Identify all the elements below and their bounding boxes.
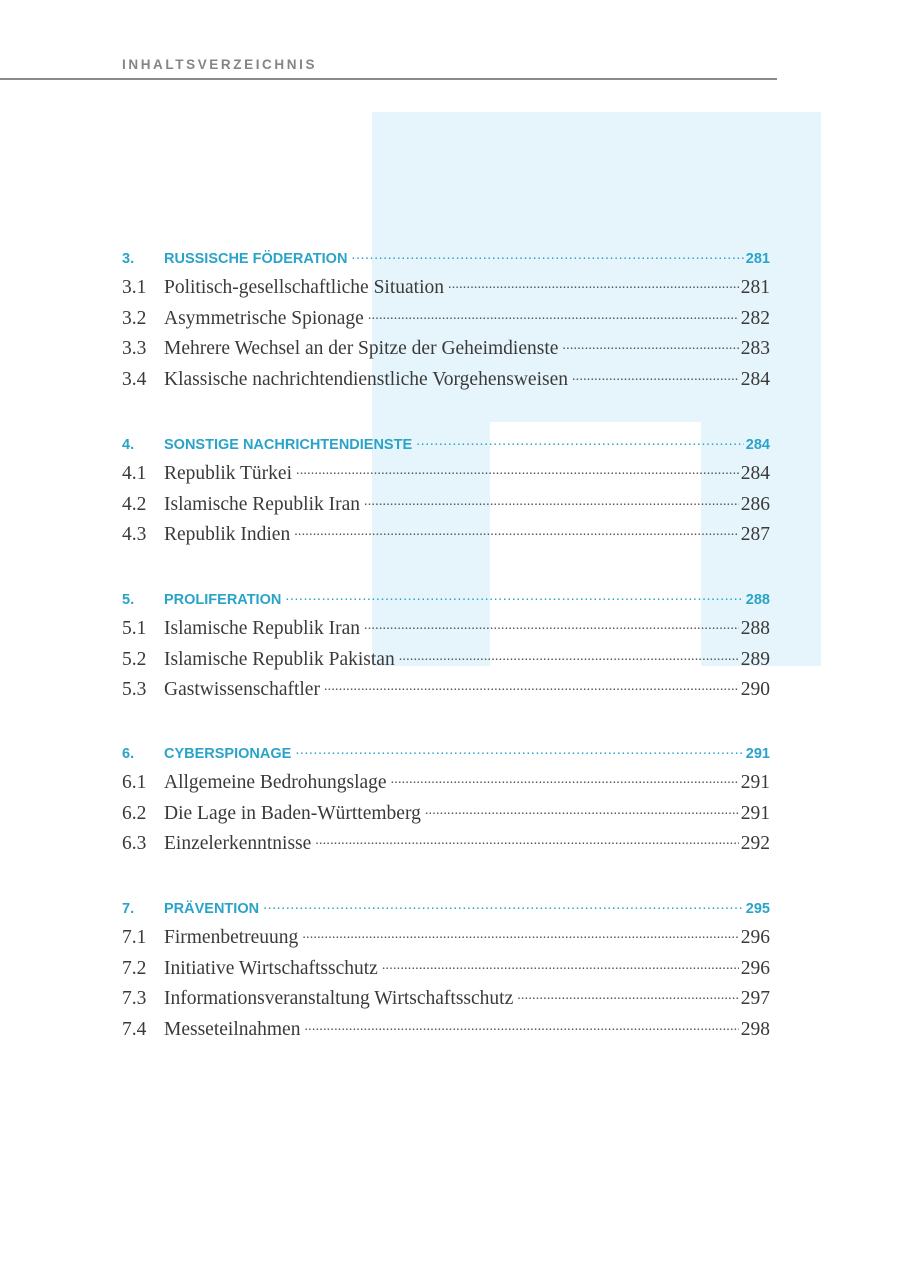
dot-leader <box>364 618 739 634</box>
entry-number: 5.1 <box>122 618 147 639</box>
dot-leader <box>324 679 739 695</box>
dot-leader <box>295 744 743 758</box>
entry-number: 7.1 <box>122 927 147 948</box>
page-header <box>0 0 777 80</box>
entry-number: 6.1 <box>122 772 147 793</box>
entry-page-number: 298 <box>740 1018 770 1040</box>
entry-number: 7.3 <box>122 988 147 1010</box>
entry-title: Die Lage in Baden-Württemberg <box>164 802 421 824</box>
entry-page-number: 283 <box>740 338 770 360</box>
section-title: PRÄVENTION <box>164 901 260 917</box>
entry-number: 5.3 <box>122 679 147 701</box>
section-page-number: 288 <box>745 592 770 608</box>
entry-title: Klassische nachrichtendienstliche Vorgehensweisen <box>164 368 568 390</box>
dot-leader <box>562 338 738 354</box>
entry-title: Mehrere Wechsel an der Spitze der Geheimdienste <box>164 338 559 360</box>
toc-section-heading[interactable] <box>122 744 770 772</box>
entry-page-number: 289 <box>740 648 770 670</box>
dot-leader <box>517 988 739 1004</box>
section-number: 4. <box>122 437 135 453</box>
dot-leader <box>302 927 738 943</box>
dot-leader <box>425 803 739 819</box>
entry-title: Initiative Wirtschaftsschutz <box>164 957 378 979</box>
toc-entry[interactable] <box>122 1019 770 1050</box>
section-page-number: 295 <box>745 901 770 917</box>
toc-section-heading[interactable] <box>122 249 770 277</box>
dot-leader <box>416 435 744 449</box>
section-number: 7. <box>122 901 135 917</box>
entry-title: Gastwissenschaftler <box>164 679 320 701</box>
toc-section-5 <box>122 590 770 710</box>
dot-leader <box>368 308 739 324</box>
dot-leader <box>285 590 743 604</box>
toc-section-7 <box>122 899 770 1049</box>
toc-entry[interactable] <box>122 958 770 989</box>
toc-entry[interactable] <box>122 927 770 958</box>
entry-title: Einzelerkenntnisse <box>164 833 312 855</box>
dot-leader <box>296 463 739 479</box>
section-title: CYBERSPIONAGE <box>164 746 292 762</box>
dot-leader <box>572 369 739 385</box>
entry-number: 4.1 <box>122 463 147 484</box>
entry-number: 3.4 <box>122 368 147 390</box>
toc-entry[interactable] <box>122 277 770 308</box>
entry-page-number: 287 <box>740 524 770 546</box>
toc-entry[interactable] <box>122 679 770 710</box>
entry-number: 6.2 <box>122 802 147 824</box>
dot-leader <box>304 1019 738 1035</box>
entry-number: 7.4 <box>122 1018 147 1040</box>
section-title: PROLIFERATION <box>164 592 282 608</box>
entry-title: Politisch-gesellschaftliche Situation <box>164 277 444 298</box>
entry-title: Allgemeine Bedrohungslage <box>164 772 387 793</box>
entry-number: 3.2 <box>122 307 147 329</box>
dot-leader <box>399 649 739 665</box>
section-page-number: 291 <box>745 746 770 762</box>
toc-entry[interactable] <box>122 772 770 803</box>
toc-entry[interactable] <box>122 308 770 339</box>
entry-page-number: 288 <box>740 618 770 639</box>
entry-number: 4.3 <box>122 524 147 546</box>
toc-entry[interactable] <box>122 369 770 400</box>
toc-section-heading[interactable] <box>122 899 770 927</box>
entry-number: 4.2 <box>122 493 147 515</box>
dot-leader <box>448 277 739 293</box>
toc-entry[interactable] <box>122 988 770 1019</box>
entry-page-number: 291 <box>740 772 770 793</box>
section-page-number: 281 <box>745 251 770 267</box>
entry-number: 6.3 <box>122 833 147 855</box>
dot-leader <box>364 494 739 510</box>
section-title: RUSSISCHE FÖDERATION <box>164 251 348 267</box>
toc-section-heading[interactable] <box>122 590 770 618</box>
toc-entry[interactable] <box>122 649 770 680</box>
entry-page-number: 284 <box>740 463 770 484</box>
toc-entry[interactable] <box>122 524 770 555</box>
dot-leader <box>382 958 739 974</box>
toc-entry[interactable] <box>122 494 770 525</box>
entry-page-number: 296 <box>740 927 770 948</box>
entry-title: Islamische Republik Iran <box>164 618 361 639</box>
entry-title: Firmenbetreuung <box>164 927 299 948</box>
entry-page-number: 284 <box>740 368 770 390</box>
toc-section-6 <box>122 744 770 864</box>
toc-entry[interactable] <box>122 463 770 494</box>
entry-page-number: 282 <box>740 307 770 329</box>
toc-entry[interactable] <box>122 833 770 864</box>
toc-entry[interactable] <box>122 618 770 649</box>
page-header-title: INHALTSVERZEICHNIS <box>122 57 318 72</box>
toc-entry[interactable] <box>122 338 770 369</box>
toc-section-3 <box>122 249 770 399</box>
entry-title: Republik Indien <box>164 524 291 546</box>
entry-title: Republik Türkei <box>164 463 292 484</box>
section-number: 5. <box>122 592 135 608</box>
section-page-number: 284 <box>745 437 770 453</box>
entry-page-number: 292 <box>740 833 770 855</box>
entry-title: Informationsveranstaltung Wirtschaftsschutz <box>164 988 514 1010</box>
entry-title: Asymmetrische Spionage <box>164 307 364 329</box>
section-title: SONSTIGE NACHRICHTENDIENSTE <box>164 437 413 453</box>
entry-number: 5.2 <box>122 648 147 670</box>
entry-title: Islamische Republik Iran <box>164 493 361 515</box>
entry-page-number: 286 <box>740 493 770 515</box>
dot-leader <box>294 524 739 540</box>
dot-leader <box>263 899 744 913</box>
toc-section-heading[interactable] <box>122 435 770 463</box>
dot-leader <box>315 833 738 849</box>
entry-page-number: 291 <box>740 802 770 824</box>
entry-page-number: 290 <box>740 679 770 701</box>
entry-number: 7.2 <box>122 957 147 979</box>
dot-leader <box>351 249 743 263</box>
entry-number: 3.3 <box>122 338 147 360</box>
toc-section-4 <box>122 435 770 555</box>
section-number: 6. <box>122 746 135 762</box>
entry-page-number: 296 <box>740 957 770 979</box>
section-number: 3. <box>122 251 135 267</box>
toc-entry[interactable] <box>122 803 770 834</box>
dot-leader <box>391 772 739 788</box>
entry-number: 3.1 <box>122 277 147 298</box>
entry-title: Islamische Republik Pakistan <box>164 648 395 670</box>
entry-page-number: 281 <box>740 277 770 298</box>
entry-title: Messeteilnahmen <box>164 1018 301 1040</box>
entry-page-number: 297 <box>740 988 770 1010</box>
